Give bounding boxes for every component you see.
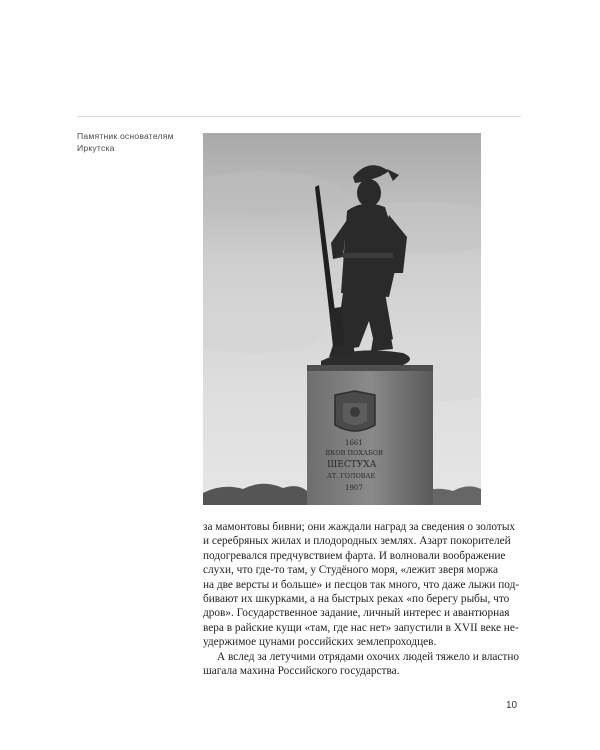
- plaque-text-5: 1907: [345, 484, 363, 492]
- header-rule: [77, 116, 521, 117]
- text-line: дров». Государственное задание, личный интерес и авантюрная: [203, 607, 510, 620]
- plaque-text-2: ЯКОВ ПОХАБОВ: [325, 449, 383, 457]
- page-number: 10: [506, 700, 518, 711]
- text-line: А вслед за летучими отрядами охочих людей тяжело и властно: [217, 650, 520, 663]
- caption-line-1: Памятник основателям: [77, 131, 174, 141]
- text-line: за мамонтовы бивни; они жаждали наград за сведения о золотых: [203, 521, 516, 533]
- body-text: [203, 520, 523, 678]
- plaque-text-1: 1661: [345, 439, 363, 447]
- photo-caption: [77, 131, 187, 154]
- text-line: удержимое цунами российских землепроходцев.: [203, 636, 437, 649]
- monument-photo-image: [203, 133, 481, 505]
- text-line: бивают их шкурками, а на быстрых реках «по берегу рыбы, что: [203, 593, 510, 606]
- text-line: вера в райские кущи «там, где нас нет» запустили в XVII веке не-: [203, 621, 519, 634]
- text-line: подогревался предчувствием фарта. И волновали воображение: [203, 549, 506, 562]
- text-line: шагала махина Российского государства.: [203, 665, 400, 678]
- monument-photo: [203, 133, 481, 505]
- text-line: слухи, что где-то там, у Студёного моря, «лежит зверя моржа: [203, 564, 499, 577]
- plaque-text-4: АТ. ГОЛОВАЕ: [327, 472, 376, 480]
- text-line: на две версты и больше» и песцов так много, что даже лыжи под-: [203, 578, 520, 591]
- text-line: и серебряных жилах и плодородных землях. Азарт покорителей: [203, 535, 511, 548]
- plaque-text-3: ШЕСТУХА: [327, 460, 377, 470]
- caption-line-2: Иркутска: [77, 142, 115, 153]
- paragraph-1: [203, 520, 523, 650]
- paragraph-2: [203, 650, 523, 679]
